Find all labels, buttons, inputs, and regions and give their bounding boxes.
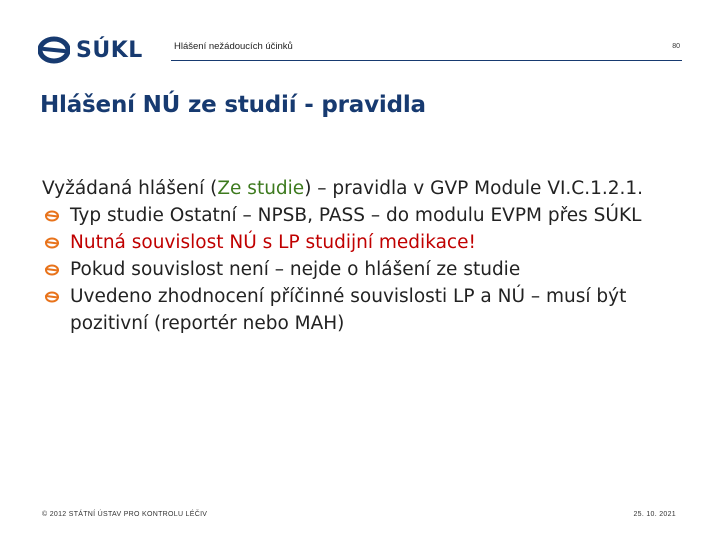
sukl-logo (38, 36, 143, 64)
header-title: Hlášení nežádoucích účinků (174, 41, 293, 52)
intro-text-before: Vyžádaná hlášení ( (42, 178, 218, 199)
logo-text: SÚKL (76, 37, 143, 63)
orange-swoosh-bullet-icon (44, 289, 60, 303)
intro-text-after: ) – pravidla v GVP Module VI.C.1.2.1. (304, 178, 644, 199)
bullet-text: Pokud souvislost není – nejde o hlášení ze studie (70, 259, 521, 280)
footer-copyright: © 2012 STÁTNÍ ÚSTAV PRO KONTROLU LÉČIV (42, 511, 208, 518)
slide-title: Hlášení NÚ ze studií - pravidla (40, 92, 426, 118)
slide-content (42, 175, 692, 337)
orange-swoosh-bullet-icon (44, 235, 60, 249)
footer-date: 25. 10. 2021 (633, 511, 676, 518)
bullet-item (42, 229, 692, 256)
bullet-text: Typ studie Ostatní – NPSB, PASS – do modulu EVPM přes SÚKL (70, 205, 642, 226)
bullet-text: Uvedeno zhodnocení příčinné souvislosti LP a NÚ – musí být pozitivní (reportér nebo MAH) (70, 286, 627, 334)
page-number: 80 (672, 43, 680, 50)
sukl-logo-icon (38, 36, 70, 64)
orange-swoosh-bullet-icon (44, 262, 60, 276)
intro-paragraph (42, 175, 692, 202)
header-divider (171, 60, 682, 61)
bullet-list (42, 202, 692, 337)
intro-highlight: Ze studie (217, 178, 305, 199)
bullet-item (42, 256, 692, 283)
bullet-item (42, 283, 692, 337)
bullet-text-warning: Nutná souvislost NÚ s LP studijní medikace! (70, 232, 476, 253)
orange-swoosh-bullet-icon (44, 208, 60, 222)
bullet-item (42, 202, 692, 229)
